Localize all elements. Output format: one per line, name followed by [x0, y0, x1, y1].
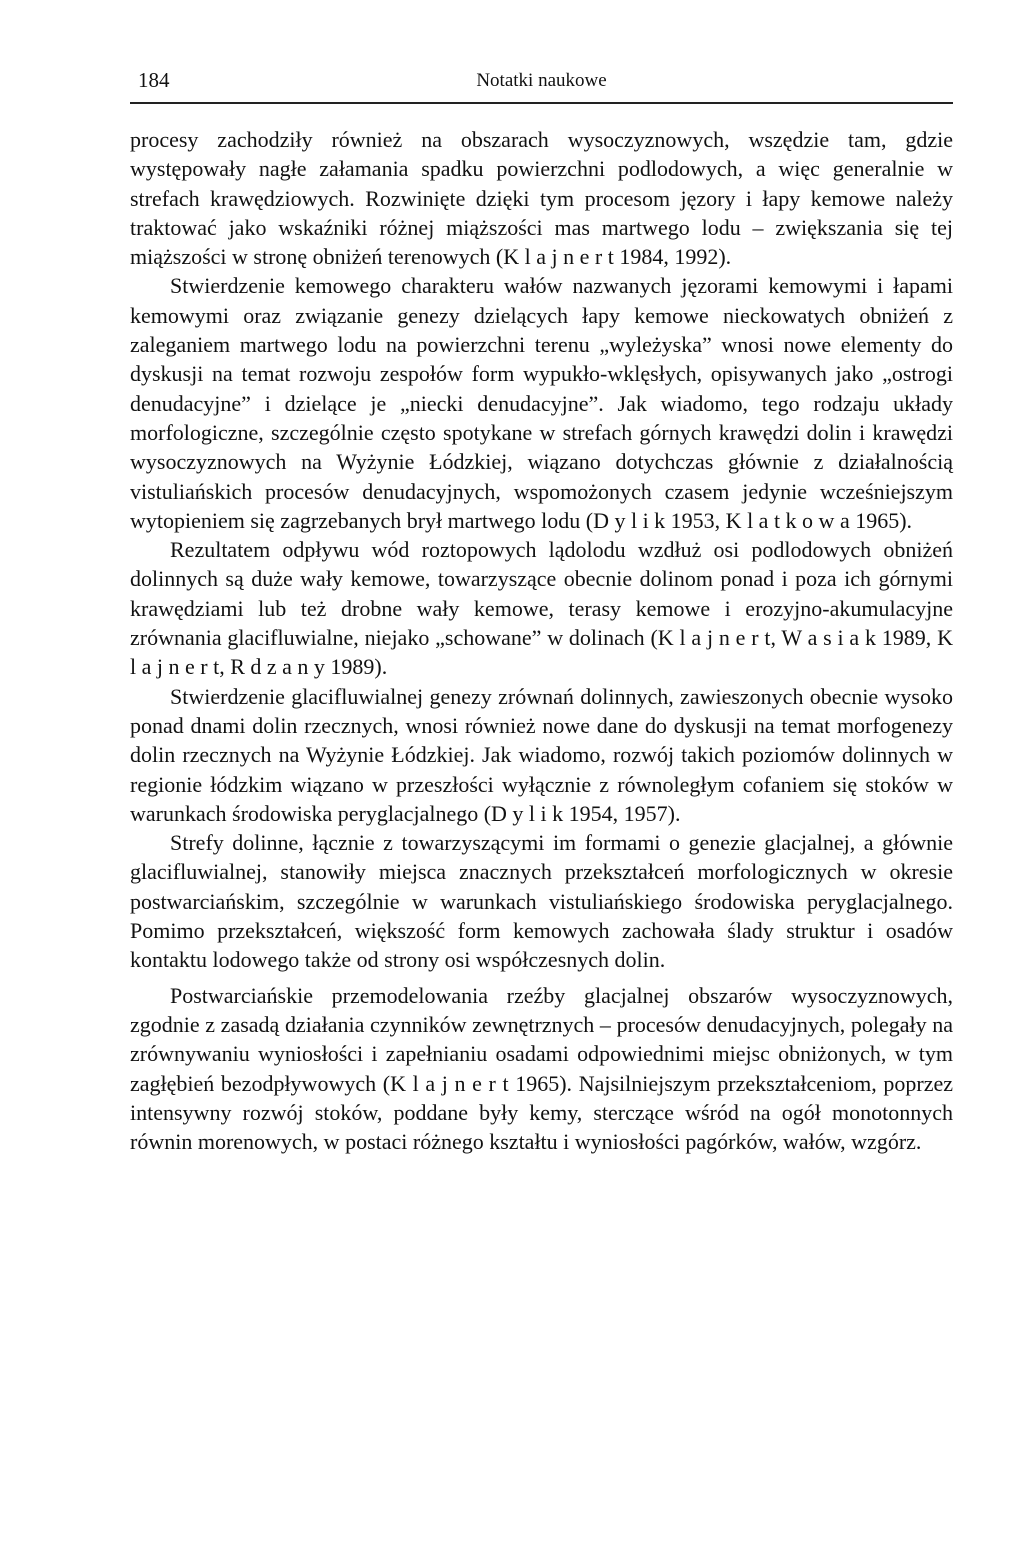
page-header — [130, 68, 953, 104]
paragraph-2: Stwierdzenie kemowego charakteru wałów nazwanych jęzorami kemowymi i łapami kemowymi oraz związanie genezy dzielących łapy kemowe nieckowatych obniżeń z zaleganiem martwego lodu na powierzchni terenu „wyleżyska” wnosi nowe elementy do dyskusji na temat rozwoju zespołów form wypukło-wklęsłych, opisywanych jako „ostrogi denudacyjne” i dzielące je „niecki denudacyjne”. Jak wiadomo, tego rodzaju układy morfologiczne, szczególnie często spotykane w strefach górnych krawędzi dolin i krawędzi wysoczyznowych na Wyżynie Łódzkiej, wiązano dotychczas głównie z działalnością vistuliańskich procesów denudacyjnych, wspomożonych czasem jedynie wcześniejszym wytopieniem się zagrzebanych brył martwego lodu (D y l i k 1953, K l a t k o w a 1965). — [130, 273, 953, 533]
paragraph-5: Strefy dolinne, łącznie z towarzyszącymi im formami o genezie glacjalnej, a głównie glacifluwialnej, stanowiły miejsca znacznych przekształceń morfologicznych w okresie postwarciańskim, szczególnie w warunkach vistuliańskiego środowiska peryglacjalnego. Pomimo przekształceń, większość form kemowych zachowała ślady struktur i osadów kontaktu lodowego także od strony osi współczesnych dolin. — [130, 830, 953, 973]
paragraph-3: Rezultatem odpływu wód roztopowych lądolodu wzdłuż osi podlodowych obniżeń dolinnych są duże wały kemowe, towarzyszące obecnie dolinom ponad i poza ich górnymi krawędziami lub też drobne wały kemowe, terasy kemowe i erozyjno-akumulacyjne zrównania glacifluwialne, niejako „schowane” w dolinach (K l a j n e r t, W a s i a k 1989, K l a j n e r t, R d z a n y 1989). — [130, 537, 953, 680]
body-text — [130, 125, 953, 1156]
paragraph-1: procesy zachodziły również na obszarach wysoczyznowych, wszędzie tam, gdzie występowały nagłe załamania spadku powierzchni podlodowych, a więc generalnie w strefach krawędziowych. Rozwinięte dzięki tym procesom jęzory i łapy kemowe należy traktować jako wskaźniki różnej miąższości mas martwego lodu – zwiększania się tej miąższości w stronę obniżeń terenowych (K l a j n e r t 1984, 1992). — [130, 127, 953, 270]
paragraph-6: Postwarciańskie przemodelowania rzeźby glacjalnej obszarów wysoczyznowych, zgodnie z zasadą działania czynników zewnętrznych – procesów denudacyjnych, polegały na zrównywaniu wyniosłości i zapełnianiu osadami odpowiednimi miejsc obniżonych, w tym zagłębień bezodpływowych (K l a j n e r t 1965). Najsilniejszym przekształceniom, poprzez intensywny rozwój stoków, poddane były kemy, sterczące wśród na ogół monotonnych równin morenowych, w postaci różnego kształtu i wyniosłości pagórków, wałów, wzgórz. — [130, 982, 953, 1155]
running-title: Notatki naukowe — [476, 70, 607, 91]
paragraph-4: Stwierdzenie glacifluwialnej genezy zrównań dolinnych, zawieszonych obecnie wysoko ponad dnami dolin rzecznych, wnosi również nowe dane do dyskusji na temat morfogenezy dolin rzecznych na Wyżynie Łódzkiej. Jak wiadomo, rozwój takich poziomów dolinnych w regionie łódzkim wiązano w przeszłości wyłącznie z równoległym cofaniem się stoków w warunkach środowiska peryglacjalnego (D y l i k 1954, 1957). — [130, 683, 953, 826]
page-number: 184 — [138, 68, 170, 92]
